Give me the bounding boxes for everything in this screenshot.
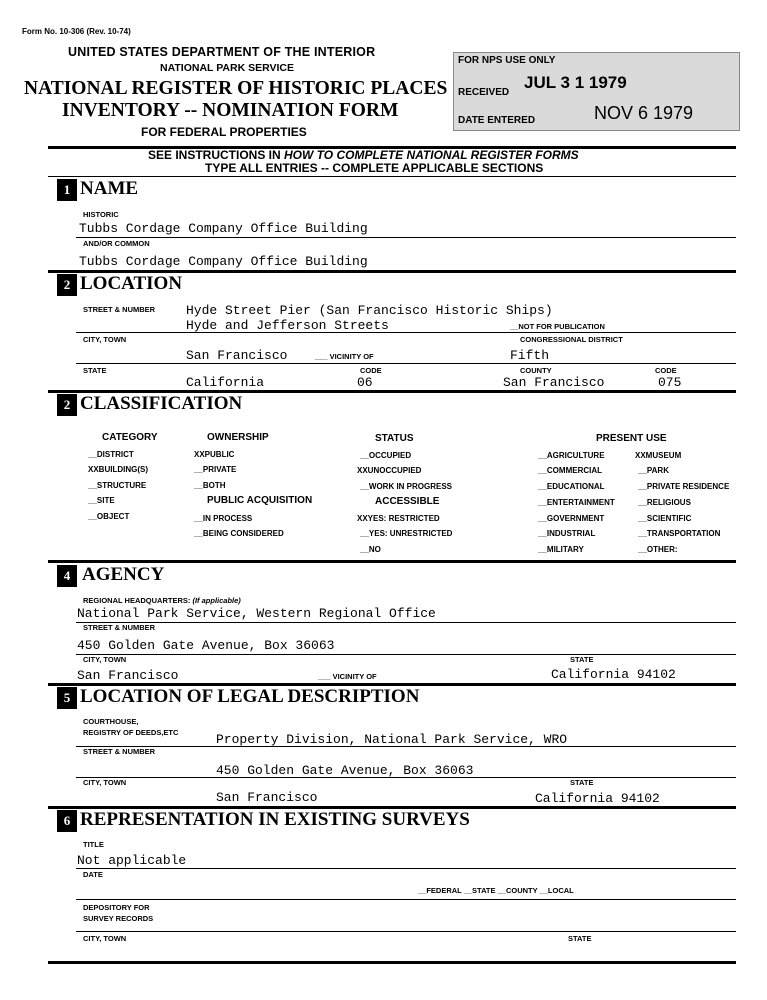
survey-state-label: STATE <box>568 934 592 943</box>
acquisition-option: __IN PROCESS <box>194 514 253 523</box>
received-date: JUL 3 1 1979 <box>524 73 627 92</box>
regional-hq-label: REGIONAL HEADQUARTERS: (If applicable) <box>83 596 241 605</box>
present-use-option: __MILITARY <box>538 545 584 554</box>
form-title-line2: INVENTORY -- NOMINATION FORM <box>62 100 399 121</box>
section-4-number: 4 <box>57 565 77 587</box>
status-option: XXUNOCCUPIED <box>357 466 422 475</box>
received-label: RECEIVED <box>458 87 510 98</box>
present-use-option: __EDUCATIONAL <box>538 482 605 491</box>
vicinity-of: ___ VICINITY OF <box>315 352 374 361</box>
department-heading: UNITED STATES DEPARTMENT OF THE INTERIOR <box>68 45 376 59</box>
ownership-option: __BOTH <box>194 481 226 490</box>
agency-state-label: STATE <box>570 655 594 664</box>
ownership-option: XXPUBLIC <box>194 450 235 459</box>
present-use-option: __COMMERCIAL <box>538 466 603 475</box>
county-value: San Francisco <box>503 375 605 390</box>
depository-label-2: SURVEY RECORDS <box>83 914 154 923</box>
legal-city-label: CITY, TOWN <box>83 778 127 787</box>
form-subtitle: FOR FEDERAL PROPERTIES <box>141 125 307 139</box>
survey-levels: __FEDERAL __STATE __COUNTY __LOCAL <box>418 886 574 895</box>
code-value: 06 <box>357 375 373 390</box>
courthouse-value: Property Division, National Park Service, WRO <box>216 732 568 747</box>
acquisition-option: __BEING CONSIDERED <box>194 529 284 538</box>
city-label: CITY, TOWN <box>83 335 127 344</box>
section-5-number: 5 <box>57 687 77 709</box>
county-code-label: CODE <box>655 366 677 375</box>
legal-state-value: California 94102 <box>535 791 660 806</box>
street-value-2: Hyde and Jefferson Streets <box>186 318 389 333</box>
accessible-option: __YES: UNRESTRICTED <box>360 529 453 538</box>
agency-state-value: California 94102 <box>551 667 676 682</box>
agency-city-value: San Francisco <box>77 668 179 683</box>
city-value: San Francisco <box>186 348 288 363</box>
regional-hq-value: National Park Service, Western Regional Office <box>77 606 436 621</box>
congressional-value: Fifth <box>510 348 550 363</box>
survey-title-value: Not applicable <box>77 853 187 868</box>
present-use-option: __RELIGIOUS <box>638 498 691 507</box>
legal-city-value: San Francisco <box>216 790 318 805</box>
section-2-number: 2 <box>57 274 77 296</box>
survey-title-label: TITLE <box>83 840 104 849</box>
present-use-option: XXMUSEUM <box>635 451 682 460</box>
section-5-title: LOCATION OF LEGAL DESCRIPTION <box>80 686 420 707</box>
legal-street-label: STREET & NUMBER <box>83 747 156 756</box>
section-2-title: LOCATION <box>80 273 183 294</box>
nps-use-only-box <box>453 52 740 131</box>
agency-street-label: STREET & NUMBER <box>83 623 156 632</box>
county-code-value: 075 <box>658 375 682 390</box>
accessible-heading: ACCESSIBLE <box>375 496 440 507</box>
present-use-option: __PRIVATE RESIDENCE <box>638 482 730 491</box>
ownership-heading: OWNERSHIP <box>207 432 269 443</box>
status-heading: STATUS <box>375 433 414 444</box>
courthouse-label-2: REGISTRY OF DEEDS,ETC <box>83 728 179 737</box>
state-label: STATE <box>83 366 107 375</box>
section-6-number: 6 <box>57 810 77 832</box>
state-value: California <box>186 375 265 390</box>
depository-label-1: DEPOSITORY FOR <box>83 903 150 912</box>
legal-street-value: 450 Golden Gate Avenue, Box 36063 <box>216 763 474 778</box>
present-use-option: __TRANSPORTATION <box>638 529 721 538</box>
category-option: XXBUILDING(S) <box>88 465 148 474</box>
street-label: STREET & NUMBER <box>83 305 156 314</box>
present-use-option: __AGRICULTURE <box>538 451 605 460</box>
agency-vicinity-of: ___ VICINITY OF <box>318 672 377 681</box>
congressional-label: CONGRESSIONAL DISTRICT <box>520 335 623 344</box>
agency-street-value: 450 Golden Gate Avenue, Box 36063 <box>77 638 335 653</box>
category-option: __STRUCTURE <box>88 481 147 490</box>
accessible-option: __NO <box>360 545 381 554</box>
present-use-option: __GOVERNMENT <box>538 514 605 523</box>
survey-date-label: DATE <box>83 870 103 879</box>
common-label: AND/OR COMMON <box>83 239 150 248</box>
section-3-title: CLASSIFICATION <box>80 393 243 414</box>
category-option: __OBJECT <box>88 512 130 521</box>
nps-use-only-label: FOR NPS USE ONLY <box>458 55 556 66</box>
instructions-line1: SEE INSTRUCTIONS IN HOW TO COMPLETE NATIONAL REGISTER FORMS <box>148 148 579 162</box>
acquisition-heading: PUBLIC ACQUISITION <box>207 495 313 506</box>
form-title-line1: NATIONAL REGISTER OF HISTORIC PLACES <box>24 78 448 99</box>
county-label: COUNTY <box>520 366 552 375</box>
present-use-option: __SCIENTIFIC <box>638 514 692 523</box>
present-use-option: __PARK <box>638 466 669 475</box>
date-entered-value: NOV 6 1979 <box>594 103 694 123</box>
category-option: __SITE <box>88 496 115 505</box>
not-for-publication: __NOT FOR PUBLICATION <box>510 322 605 331</box>
section-4-title: AGENCY <box>82 564 165 585</box>
common-name: Tubbs Cordage Company Office Building <box>79 254 368 269</box>
survey-city-label: CITY, TOWN <box>83 934 127 943</box>
historic-label: HISTORIC <box>83 210 119 219</box>
street-value-1: Hyde Street Pier (San Francisco Historic Ships) <box>186 303 553 318</box>
date-entered-label: DATE ENTERED <box>458 115 536 126</box>
ownership-option: __PRIVATE <box>194 465 237 474</box>
form-number: Form No. 10-306 (Rev. 10-74) <box>22 27 131 36</box>
status-option: __WORK IN PROGRESS <box>360 482 453 491</box>
legal-state-label: STATE <box>570 778 594 787</box>
section-1-number: 1 <box>57 179 77 201</box>
code-label: CODE <box>360 366 382 375</box>
accessible-option: XXYES: RESTRICTED <box>357 514 440 523</box>
historic-name: Tubbs Cordage Company Office Building <box>79 221 368 236</box>
present-use-option: __ENTERTAINMENT <box>538 498 615 507</box>
present-use-option: __INDUSTRIAL <box>538 529 596 538</box>
service-heading: NATIONAL PARK SERVICE <box>160 62 294 74</box>
present-use-heading: PRESENT USE <box>596 433 667 444</box>
category-heading: CATEGORY <box>102 432 158 443</box>
section-6-title: REPRESENTATION IN EXISTING SURVEYS <box>80 809 470 830</box>
courthouse-label-1: COURTHOUSE, <box>83 717 139 726</box>
section-3-number: 2 <box>57 394 77 416</box>
section-1-title: NAME <box>80 178 139 199</box>
category-option: __DISTRICT <box>88 450 134 459</box>
agency-city-label: CITY, TOWN <box>83 655 127 664</box>
present-use-option: __OTHER: <box>638 545 678 554</box>
instructions-line2: TYPE ALL ENTRIES -- COMPLETE APPLICABLE SECTIONS <box>205 161 544 175</box>
status-option: __OCCUPIED <box>360 451 412 460</box>
